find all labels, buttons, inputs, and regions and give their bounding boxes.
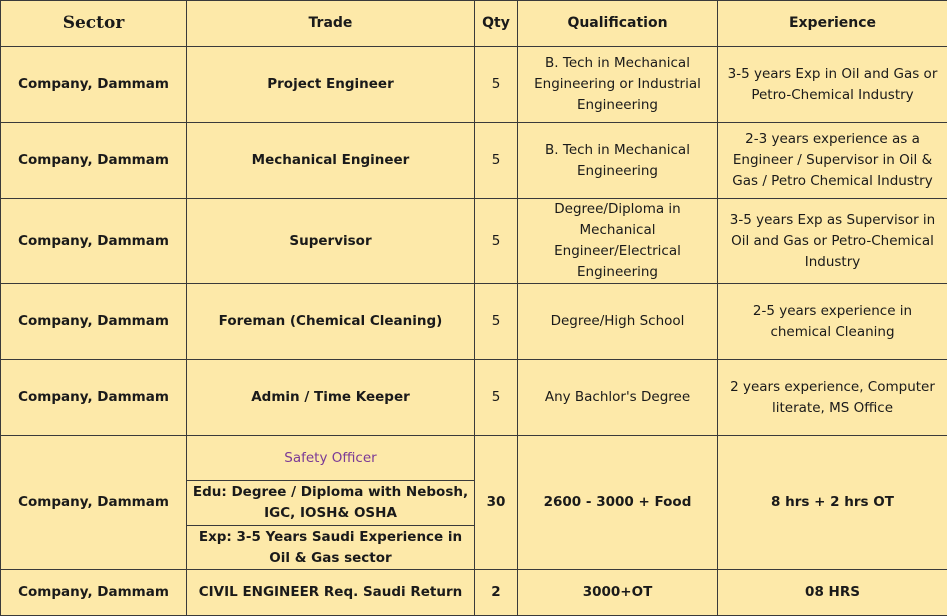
trade-cell: Admin / Time Keeper (187, 360, 475, 436)
qty-cell: 5 (475, 284, 518, 360)
header-sector: Sector (1, 1, 187, 47)
experience-cell: 3-5 years Exp as Supervisor in Oil and Gas or Petro-Chemical Industry (718, 199, 947, 284)
qualification-cell: Any Bachlor's Degree (518, 360, 718, 436)
table-row (1, 199, 947, 284)
hours-cell: 08 HRS (718, 570, 947, 616)
sector-cell: Company, Dammam (1, 436, 187, 570)
sector-cell: Company, Dammam (1, 199, 187, 284)
qty-cell: 2 (475, 570, 518, 616)
experience-cell: 2 years experience, Computer literate, MS Office (718, 360, 947, 436)
trade-cell: Foreman (Chemical Cleaning) (187, 284, 475, 360)
experience-cell: 2-5 years experience in chemical Cleaning (718, 284, 947, 360)
trade-cell: CIVIL ENGINEER Req. Saudi Return (187, 570, 475, 616)
table-row (1, 123, 947, 199)
header-trade: Trade (187, 1, 475, 47)
header-qty: Qty (475, 1, 518, 47)
salary-cell: 3000+OT (518, 570, 718, 616)
qty-cell: 5 (475, 123, 518, 199)
trade-cell: Supervisor (187, 199, 475, 284)
table-row (1, 284, 947, 360)
salary-cell: 2600 - 3000 + Food (518, 436, 718, 570)
qty-cell: 30 (475, 436, 518, 570)
experience-cell: 3-5 years Exp in Oil and Gas or Petro-Chemical Industry (718, 47, 947, 123)
sector-cell: Company, Dammam (1, 360, 187, 436)
safety-title-cell: Safety Officer (187, 436, 475, 481)
sector-cell: Company, Dammam (1, 123, 187, 199)
sector-cell: Company, Dammam (1, 47, 187, 123)
hours-cell: 8 hrs + 2 hrs OT (718, 436, 947, 570)
table-row-civil (1, 570, 947, 616)
qualification-cell: Degree/High School (518, 284, 718, 360)
qualification-cell: B. Tech in Mechanical Engineering or Industrial Engineering (518, 47, 718, 123)
qualification-cell: B. Tech in Mechanical Engineering (518, 123, 718, 199)
table-row-safety (1, 436, 947, 481)
sector-cell: Company, Dammam (1, 284, 187, 360)
safety-edu-cell: Edu: Degree / Diploma with Nebosh, IGC, IOSH& OSHA (187, 481, 475, 526)
header-row (1, 1, 947, 47)
trade-cell: Mechanical Engineer (187, 123, 475, 199)
qty-cell: 5 (475, 360, 518, 436)
table-row (1, 47, 947, 123)
safety-exp-cell: Exp: 3-5 Years Saudi Experience in Oil & Gas sector (187, 526, 475, 570)
header-qualification: Qualification (518, 1, 718, 47)
qualification-cell: Degree/Diploma in Mechanical Engineer/Electrical Engineering (518, 199, 718, 284)
experience-cell: 2-3 years experience as a Engineer / Supervisor in Oil & Gas / Petro Chemical Industry (718, 123, 947, 199)
table-row (1, 360, 947, 436)
sector-cell: Company, Dammam (1, 570, 187, 616)
qty-cell: 5 (475, 199, 518, 284)
header-experience: Experience (718, 1, 947, 47)
qty-cell: 5 (475, 47, 518, 123)
trade-cell: Project Engineer (187, 47, 475, 123)
